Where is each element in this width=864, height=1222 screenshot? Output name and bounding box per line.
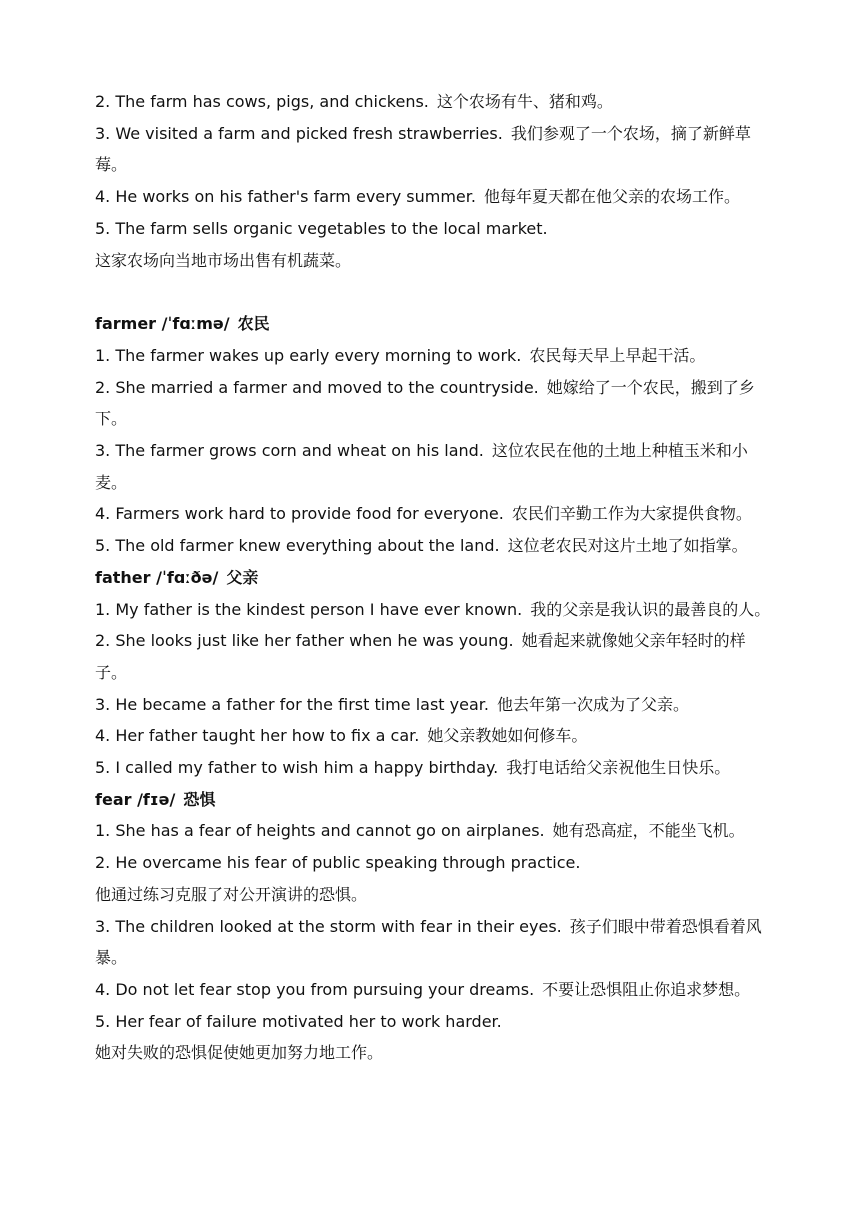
example-sentence: 5. The farm sells organic vegetables to the local market.	[95, 218, 548, 238]
example-sentence: 3. The farmer grows corn and wheat on his land. 这位农民在他的土地上种植玉米和小麦。	[95, 441, 748, 492]
headword: fear	[95, 789, 132, 809]
word-heading-father	[95, 562, 775, 594]
phonetic: /ˈfɑːðə/	[156, 567, 219, 587]
example-sentence: 1. She has a fear of heights and cannot go on airplanes. 她有恐高症，不能坐飞机。	[95, 821, 745, 841]
example-sentence: 2. He overcame his fear of public speaking through practice.	[95, 853, 581, 873]
example-sentence: 5. I called my father to wish him a happy birthday. 我打电话给父亲祝他生日快乐。	[95, 758, 731, 778]
example-sentence: 5. The old farmer knew everything about the land. 这位老农民对这片土地了如指掌。	[95, 536, 748, 556]
word-heading-fear	[95, 784, 775, 816]
example-sentence: 2. The farm has cows, pigs, and chickens. 这个农场有牛、猪和鸡。	[95, 92, 613, 111]
example-sentence: 3. The children looked at the storm with fear in their eyes. 孩子们眼中带着恐惧看着风暴。	[95, 916, 762, 968]
example-sentence: 4. Farmers work hard to provide food for everyone. 农民们辛勤工作为大家提供食物。	[95, 504, 752, 524]
example-sentence: 4. He works on his father's farm every summer. 他每年夏天都在他父亲的农场工作。	[95, 187, 740, 207]
example-sentence: 3. He became a father for the first time last year. 他去年第一次成为了父亲。	[95, 694, 689, 714]
vocabulary-page	[95, 86, 775, 1069]
phonetic: /fɪə/	[137, 789, 176, 809]
meaning: 农民	[237, 314, 270, 334]
example-translation: 她对失败的恐惧促使她更加努力地工作。	[95, 1043, 384, 1063]
example-sentence: 1. The farmer wakes up early every morning to work. 农民每天早上早起干活。	[95, 345, 706, 365]
example-sentence: 2. She looks just like her father when he was young. 她看起来就像她父亲年轻时的样子。	[95, 631, 746, 682]
meaning: 父亲	[226, 567, 259, 587]
example-sentence: 5. Her fear of failure motivated her to work harder.	[95, 1011, 502, 1031]
example-sentence: 4. Do not let fear stop you from pursuing your dreams. 不要让恐惧阻止你追求梦想。	[95, 979, 751, 999]
example-sentence: 2. She married a farmer and moved to the countryside. 她嫁给了一个农民，搬到了乡下。	[95, 377, 755, 429]
headword: farmer	[95, 314, 157, 334]
example-translation: 他通过练习克服了对公开演讲的恐惧。	[95, 884, 368, 904]
phonetic: /ˈfɑːmə/	[161, 314, 230, 334]
example-sentence: 4. Her father taught her how to fix a car. 她父亲教她如何修车。	[95, 726, 588, 746]
example-sentence: 3. We visited a farm and picked fresh strawberries. 我们参观了一个农场，摘了新鲜草莓。	[95, 123, 751, 175]
example-sentence: 1. My father is the kindest person I have ever known. 我的父亲是我认识的最善良的人。	[95, 599, 771, 619]
example-translation: 这家农场向当地市场出售有机蔬菜。	[95, 250, 352, 270]
meaning: 恐惧	[183, 789, 216, 809]
word-heading-farmer	[95, 308, 775, 340]
headword: father	[95, 567, 151, 587]
